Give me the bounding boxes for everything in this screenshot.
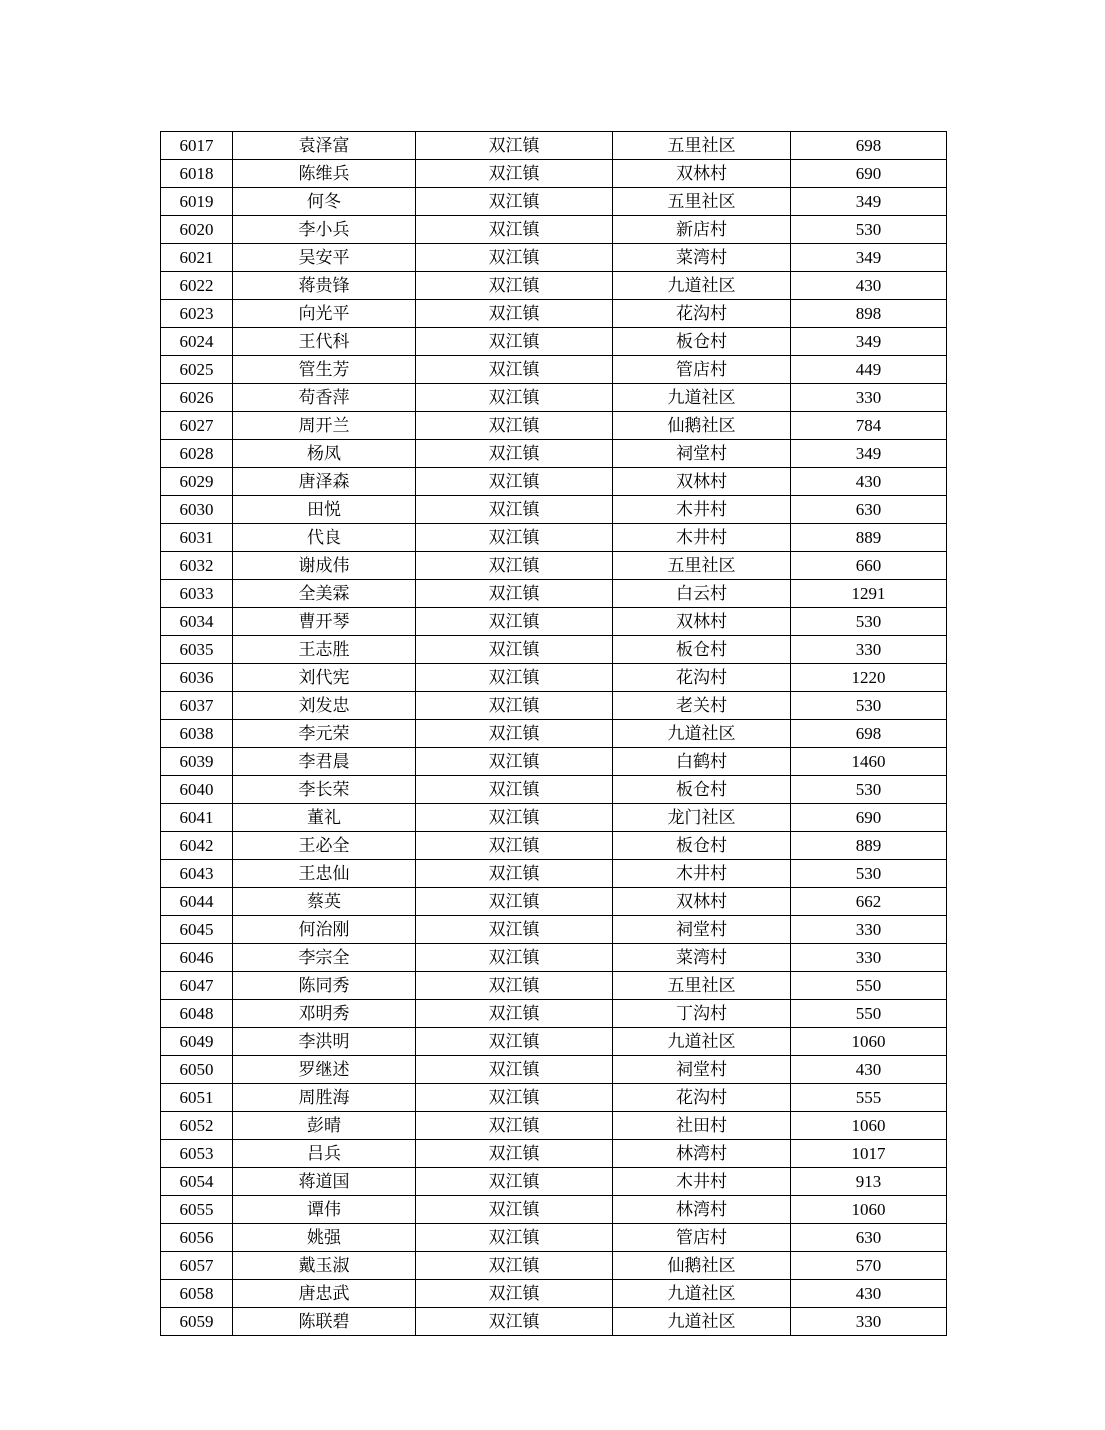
cell-town: 双江镇 — [416, 160, 613, 188]
table-row — [161, 300, 947, 328]
cell-name: 陈维兵 — [233, 160, 416, 188]
cell-village: 林湾村 — [613, 1140, 791, 1168]
cell-name: 向光平 — [233, 300, 416, 328]
cell-name: 谢成伟 — [233, 552, 416, 580]
table-row — [161, 720, 947, 748]
cell-village: 花沟村 — [613, 300, 791, 328]
cell-amount: 1220 — [791, 664, 947, 692]
cell-town: 双江镇 — [416, 1140, 613, 1168]
cell-id: 6044 — [161, 888, 233, 916]
cell-amount: 889 — [791, 524, 947, 552]
cell-town: 双江镇 — [416, 1056, 613, 1084]
cell-town: 双江镇 — [416, 972, 613, 1000]
cell-id: 6047 — [161, 972, 233, 1000]
cell-amount: 349 — [791, 188, 947, 216]
table-row — [161, 1168, 947, 1196]
cell-name: 吴安平 — [233, 244, 416, 272]
cell-village: 老关村 — [613, 692, 791, 720]
cell-village: 板仓村 — [613, 832, 791, 860]
cell-name: 全美霖 — [233, 580, 416, 608]
cell-amount: 330 — [791, 1308, 947, 1336]
cell-name: 杨凤 — [233, 440, 416, 468]
cell-id: 6031 — [161, 524, 233, 552]
table-row — [161, 328, 947, 356]
cell-name: 蒋贵锋 — [233, 272, 416, 300]
cell-amount: 330 — [791, 636, 947, 664]
cell-town: 双江镇 — [416, 328, 613, 356]
cell-name: 李元荣 — [233, 720, 416, 748]
cell-village: 九道社区 — [613, 1280, 791, 1308]
cell-id: 6057 — [161, 1252, 233, 1280]
cell-amount: 330 — [791, 916, 947, 944]
cell-id: 6037 — [161, 692, 233, 720]
cell-town: 双江镇 — [416, 1028, 613, 1056]
cell-amount: 349 — [791, 244, 947, 272]
cell-village: 木井村 — [613, 860, 791, 888]
cell-town: 双江镇 — [416, 608, 613, 636]
cell-name: 王代科 — [233, 328, 416, 356]
cell-id: 6030 — [161, 496, 233, 524]
cell-village: 菜湾村 — [613, 944, 791, 972]
cell-village: 九道社区 — [613, 720, 791, 748]
cell-village: 五里社区 — [613, 972, 791, 1000]
cell-village: 板仓村 — [613, 776, 791, 804]
table-row — [161, 1140, 947, 1168]
table-row — [161, 1224, 947, 1252]
cell-id: 6026 — [161, 384, 233, 412]
cell-name: 何治刚 — [233, 916, 416, 944]
cell-id: 6021 — [161, 244, 233, 272]
cell-name: 蔡英 — [233, 888, 416, 916]
cell-town: 双江镇 — [416, 916, 613, 944]
table-row — [161, 384, 947, 412]
cell-name: 曹开琴 — [233, 608, 416, 636]
cell-amount: 698 — [791, 132, 947, 160]
cell-village: 新店村 — [613, 216, 791, 244]
cell-town: 双江镇 — [416, 244, 613, 272]
cell-village: 板仓村 — [613, 636, 791, 664]
cell-name: 刘发忠 — [233, 692, 416, 720]
cell-name: 苟香萍 — [233, 384, 416, 412]
cell-amount: 430 — [791, 1280, 947, 1308]
cell-town: 双江镇 — [416, 272, 613, 300]
table-row — [161, 244, 947, 272]
cell-name: 罗继述 — [233, 1056, 416, 1084]
cell-id: 6034 — [161, 608, 233, 636]
cell-town: 双江镇 — [416, 1000, 613, 1028]
cell-town: 双江镇 — [416, 832, 613, 860]
cell-id: 6025 — [161, 356, 233, 384]
cell-amount: 1017 — [791, 1140, 947, 1168]
table-row — [161, 160, 947, 188]
cell-name: 李宗全 — [233, 944, 416, 972]
cell-name: 李长荣 — [233, 776, 416, 804]
table-row — [161, 1112, 947, 1140]
cell-amount: 1460 — [791, 748, 947, 776]
cell-amount: 889 — [791, 832, 947, 860]
cell-name: 唐泽森 — [233, 468, 416, 496]
table-row — [161, 132, 947, 160]
cell-village: 木井村 — [613, 524, 791, 552]
cell-name: 谭伟 — [233, 1196, 416, 1224]
cell-id: 6033 — [161, 580, 233, 608]
cell-id: 6053 — [161, 1140, 233, 1168]
cell-village: 五里社区 — [613, 132, 791, 160]
cell-village: 仙鹅社区 — [613, 1252, 791, 1280]
table-row — [161, 440, 947, 468]
cell-amount: 555 — [791, 1084, 947, 1112]
cell-name: 李君晨 — [233, 748, 416, 776]
cell-town: 双江镇 — [416, 1224, 613, 1252]
table-row — [161, 216, 947, 244]
cell-town: 双江镇 — [416, 524, 613, 552]
cell-id: 6049 — [161, 1028, 233, 1056]
cell-id: 6040 — [161, 776, 233, 804]
cell-amount: 662 — [791, 888, 947, 916]
table-row — [161, 1308, 947, 1336]
cell-id: 6059 — [161, 1308, 233, 1336]
cell-amount: 630 — [791, 1224, 947, 1252]
cell-id: 6019 — [161, 188, 233, 216]
table-row — [161, 188, 947, 216]
cell-name: 邓明秀 — [233, 1000, 416, 1028]
table-row — [161, 692, 947, 720]
cell-town: 双江镇 — [416, 1280, 613, 1308]
cell-id: 6054 — [161, 1168, 233, 1196]
table-row — [161, 1056, 947, 1084]
table-row — [161, 748, 947, 776]
cell-id: 6020 — [161, 216, 233, 244]
cell-id: 6024 — [161, 328, 233, 356]
table-row — [161, 636, 947, 664]
cell-amount: 690 — [791, 160, 947, 188]
cell-amount: 1060 — [791, 1028, 947, 1056]
cell-id: 6027 — [161, 412, 233, 440]
cell-amount: 430 — [791, 468, 947, 496]
cell-village: 双林村 — [613, 468, 791, 496]
cell-town: 双江镇 — [416, 804, 613, 832]
cell-name: 李小兵 — [233, 216, 416, 244]
cell-id: 6036 — [161, 664, 233, 692]
cell-amount: 550 — [791, 972, 947, 1000]
cell-name: 何冬 — [233, 188, 416, 216]
table-body — [161, 132, 947, 1336]
cell-town: 双江镇 — [416, 356, 613, 384]
cell-amount: 530 — [791, 860, 947, 888]
cell-id: 6039 — [161, 748, 233, 776]
cell-town: 双江镇 — [416, 748, 613, 776]
cell-village: 丁沟村 — [613, 1000, 791, 1028]
table-row — [161, 1252, 947, 1280]
cell-village: 菜湾村 — [613, 244, 791, 272]
cell-amount: 530 — [791, 216, 947, 244]
cell-town: 双江镇 — [416, 216, 613, 244]
cell-amount: 349 — [791, 440, 947, 468]
cell-town: 双江镇 — [416, 636, 613, 664]
cell-amount: 1060 — [791, 1196, 947, 1224]
cell-town: 双江镇 — [416, 496, 613, 524]
cell-village: 双林村 — [613, 160, 791, 188]
cell-amount: 570 — [791, 1252, 947, 1280]
cell-town: 双江镇 — [416, 132, 613, 160]
cell-amount: 784 — [791, 412, 947, 440]
table-row — [161, 804, 947, 832]
cell-id: 6032 — [161, 552, 233, 580]
cell-id: 6018 — [161, 160, 233, 188]
table-row — [161, 356, 947, 384]
cell-village: 林湾村 — [613, 1196, 791, 1224]
cell-town: 双江镇 — [416, 664, 613, 692]
cell-name: 周胜海 — [233, 1084, 416, 1112]
cell-village: 九道社区 — [613, 1028, 791, 1056]
table-row — [161, 580, 947, 608]
cell-amount: 430 — [791, 1056, 947, 1084]
cell-id: 6023 — [161, 300, 233, 328]
cell-id: 6051 — [161, 1084, 233, 1112]
table-row — [161, 972, 947, 1000]
cell-village: 花沟村 — [613, 664, 791, 692]
cell-name: 唐忠武 — [233, 1280, 416, 1308]
cell-amount: 1291 — [791, 580, 947, 608]
table-row — [161, 524, 947, 552]
cell-town: 双江镇 — [416, 300, 613, 328]
cell-town: 双江镇 — [416, 1084, 613, 1112]
cell-id: 6058 — [161, 1280, 233, 1308]
cell-id: 6050 — [161, 1056, 233, 1084]
cell-town: 双江镇 — [416, 440, 613, 468]
cell-town: 双江镇 — [416, 944, 613, 972]
cell-name: 陈联碧 — [233, 1308, 416, 1336]
cell-id: 6055 — [161, 1196, 233, 1224]
cell-name: 管生芳 — [233, 356, 416, 384]
cell-id: 6022 — [161, 272, 233, 300]
cell-id: 6028 — [161, 440, 233, 468]
cell-amount: 1060 — [791, 1112, 947, 1140]
cell-town: 双江镇 — [416, 720, 613, 748]
cell-name: 袁泽富 — [233, 132, 416, 160]
cell-town: 双江镇 — [416, 384, 613, 412]
cell-village: 五里社区 — [613, 188, 791, 216]
cell-village: 双林村 — [613, 888, 791, 916]
cell-amount: 550 — [791, 1000, 947, 1028]
cell-amount: 530 — [791, 776, 947, 804]
cell-name: 戴玉淑 — [233, 1252, 416, 1280]
cell-town: 双江镇 — [416, 580, 613, 608]
cell-amount: 330 — [791, 384, 947, 412]
cell-town: 双江镇 — [416, 692, 613, 720]
cell-town: 双江镇 — [416, 1196, 613, 1224]
cell-id: 6046 — [161, 944, 233, 972]
cell-amount: 530 — [791, 608, 947, 636]
cell-amount: 449 — [791, 356, 947, 384]
cell-amount: 430 — [791, 272, 947, 300]
cell-town: 双江镇 — [416, 776, 613, 804]
cell-village: 祠堂村 — [613, 1056, 791, 1084]
cell-name: 周开兰 — [233, 412, 416, 440]
cell-name: 田悦 — [233, 496, 416, 524]
cell-name: 吕兵 — [233, 1140, 416, 1168]
cell-name: 王志胜 — [233, 636, 416, 664]
cell-amount: 698 — [791, 720, 947, 748]
cell-town: 双江镇 — [416, 860, 613, 888]
table-row — [161, 468, 947, 496]
cell-village: 祠堂村 — [613, 440, 791, 468]
table-row — [161, 608, 947, 636]
cell-name: 王必全 — [233, 832, 416, 860]
table-row — [161, 1084, 947, 1112]
cell-name: 代良 — [233, 524, 416, 552]
cell-name: 彭晴 — [233, 1112, 416, 1140]
cell-village: 五里社区 — [613, 552, 791, 580]
cell-amount: 349 — [791, 328, 947, 356]
cell-amount: 913 — [791, 1168, 947, 1196]
cell-id: 6038 — [161, 720, 233, 748]
cell-village: 木井村 — [613, 496, 791, 524]
table-row — [161, 272, 947, 300]
cell-village: 祠堂村 — [613, 916, 791, 944]
cell-amount: 630 — [791, 496, 947, 524]
table-row — [161, 776, 947, 804]
cell-village: 白鹤村 — [613, 748, 791, 776]
cell-amount: 660 — [791, 552, 947, 580]
cell-name: 姚强 — [233, 1224, 416, 1252]
cell-village: 九道社区 — [613, 272, 791, 300]
cell-id: 6035 — [161, 636, 233, 664]
cell-id: 6056 — [161, 1224, 233, 1252]
cell-town: 双江镇 — [416, 412, 613, 440]
table-row — [161, 1028, 947, 1056]
cell-village: 社田村 — [613, 1112, 791, 1140]
cell-village: 管店村 — [613, 1224, 791, 1252]
cell-id: 6029 — [161, 468, 233, 496]
table-row — [161, 1196, 947, 1224]
cell-village: 木井村 — [613, 1168, 791, 1196]
cell-village: 仙鹅社区 — [613, 412, 791, 440]
table-row — [161, 860, 947, 888]
cell-town: 双江镇 — [416, 1168, 613, 1196]
cell-town: 双江镇 — [416, 188, 613, 216]
table-row — [161, 1280, 947, 1308]
cell-name: 王忠仙 — [233, 860, 416, 888]
table-row — [161, 832, 947, 860]
table-row — [161, 1000, 947, 1028]
cell-village: 双林村 — [613, 608, 791, 636]
cell-name: 李洪明 — [233, 1028, 416, 1056]
cell-village: 板仓村 — [613, 328, 791, 356]
cell-village: 九道社区 — [613, 384, 791, 412]
cell-name: 刘代宪 — [233, 664, 416, 692]
cell-id: 6042 — [161, 832, 233, 860]
cell-id: 6045 — [161, 916, 233, 944]
cell-id: 6052 — [161, 1112, 233, 1140]
cell-amount: 898 — [791, 300, 947, 328]
cell-town: 双江镇 — [416, 1308, 613, 1336]
cell-town: 双江镇 — [416, 888, 613, 916]
cell-village: 九道社区 — [613, 1308, 791, 1336]
cell-id: 6048 — [161, 1000, 233, 1028]
cell-amount: 690 — [791, 804, 947, 832]
cell-id: 6041 — [161, 804, 233, 832]
cell-town: 双江镇 — [416, 1112, 613, 1140]
cell-name: 董礼 — [233, 804, 416, 832]
cell-village: 花沟村 — [613, 1084, 791, 1112]
table-row — [161, 412, 947, 440]
table-row — [161, 916, 947, 944]
cell-town: 双江镇 — [416, 552, 613, 580]
cell-id: 6043 — [161, 860, 233, 888]
table-row — [161, 944, 947, 972]
cell-town: 双江镇 — [416, 468, 613, 496]
cell-amount: 330 — [791, 944, 947, 972]
cell-town: 双江镇 — [416, 1252, 613, 1280]
cell-amount: 530 — [791, 692, 947, 720]
cell-name: 陈同秀 — [233, 972, 416, 1000]
cell-name: 蒋道国 — [233, 1168, 416, 1196]
table-row — [161, 888, 947, 916]
cell-village: 龙门社区 — [613, 804, 791, 832]
cell-id: 6017 — [161, 132, 233, 160]
roster-table — [160, 131, 947, 1336]
cell-village: 管店村 — [613, 356, 791, 384]
table-row — [161, 552, 947, 580]
table-row — [161, 664, 947, 692]
cell-village: 白云村 — [613, 580, 791, 608]
table-row — [161, 496, 947, 524]
